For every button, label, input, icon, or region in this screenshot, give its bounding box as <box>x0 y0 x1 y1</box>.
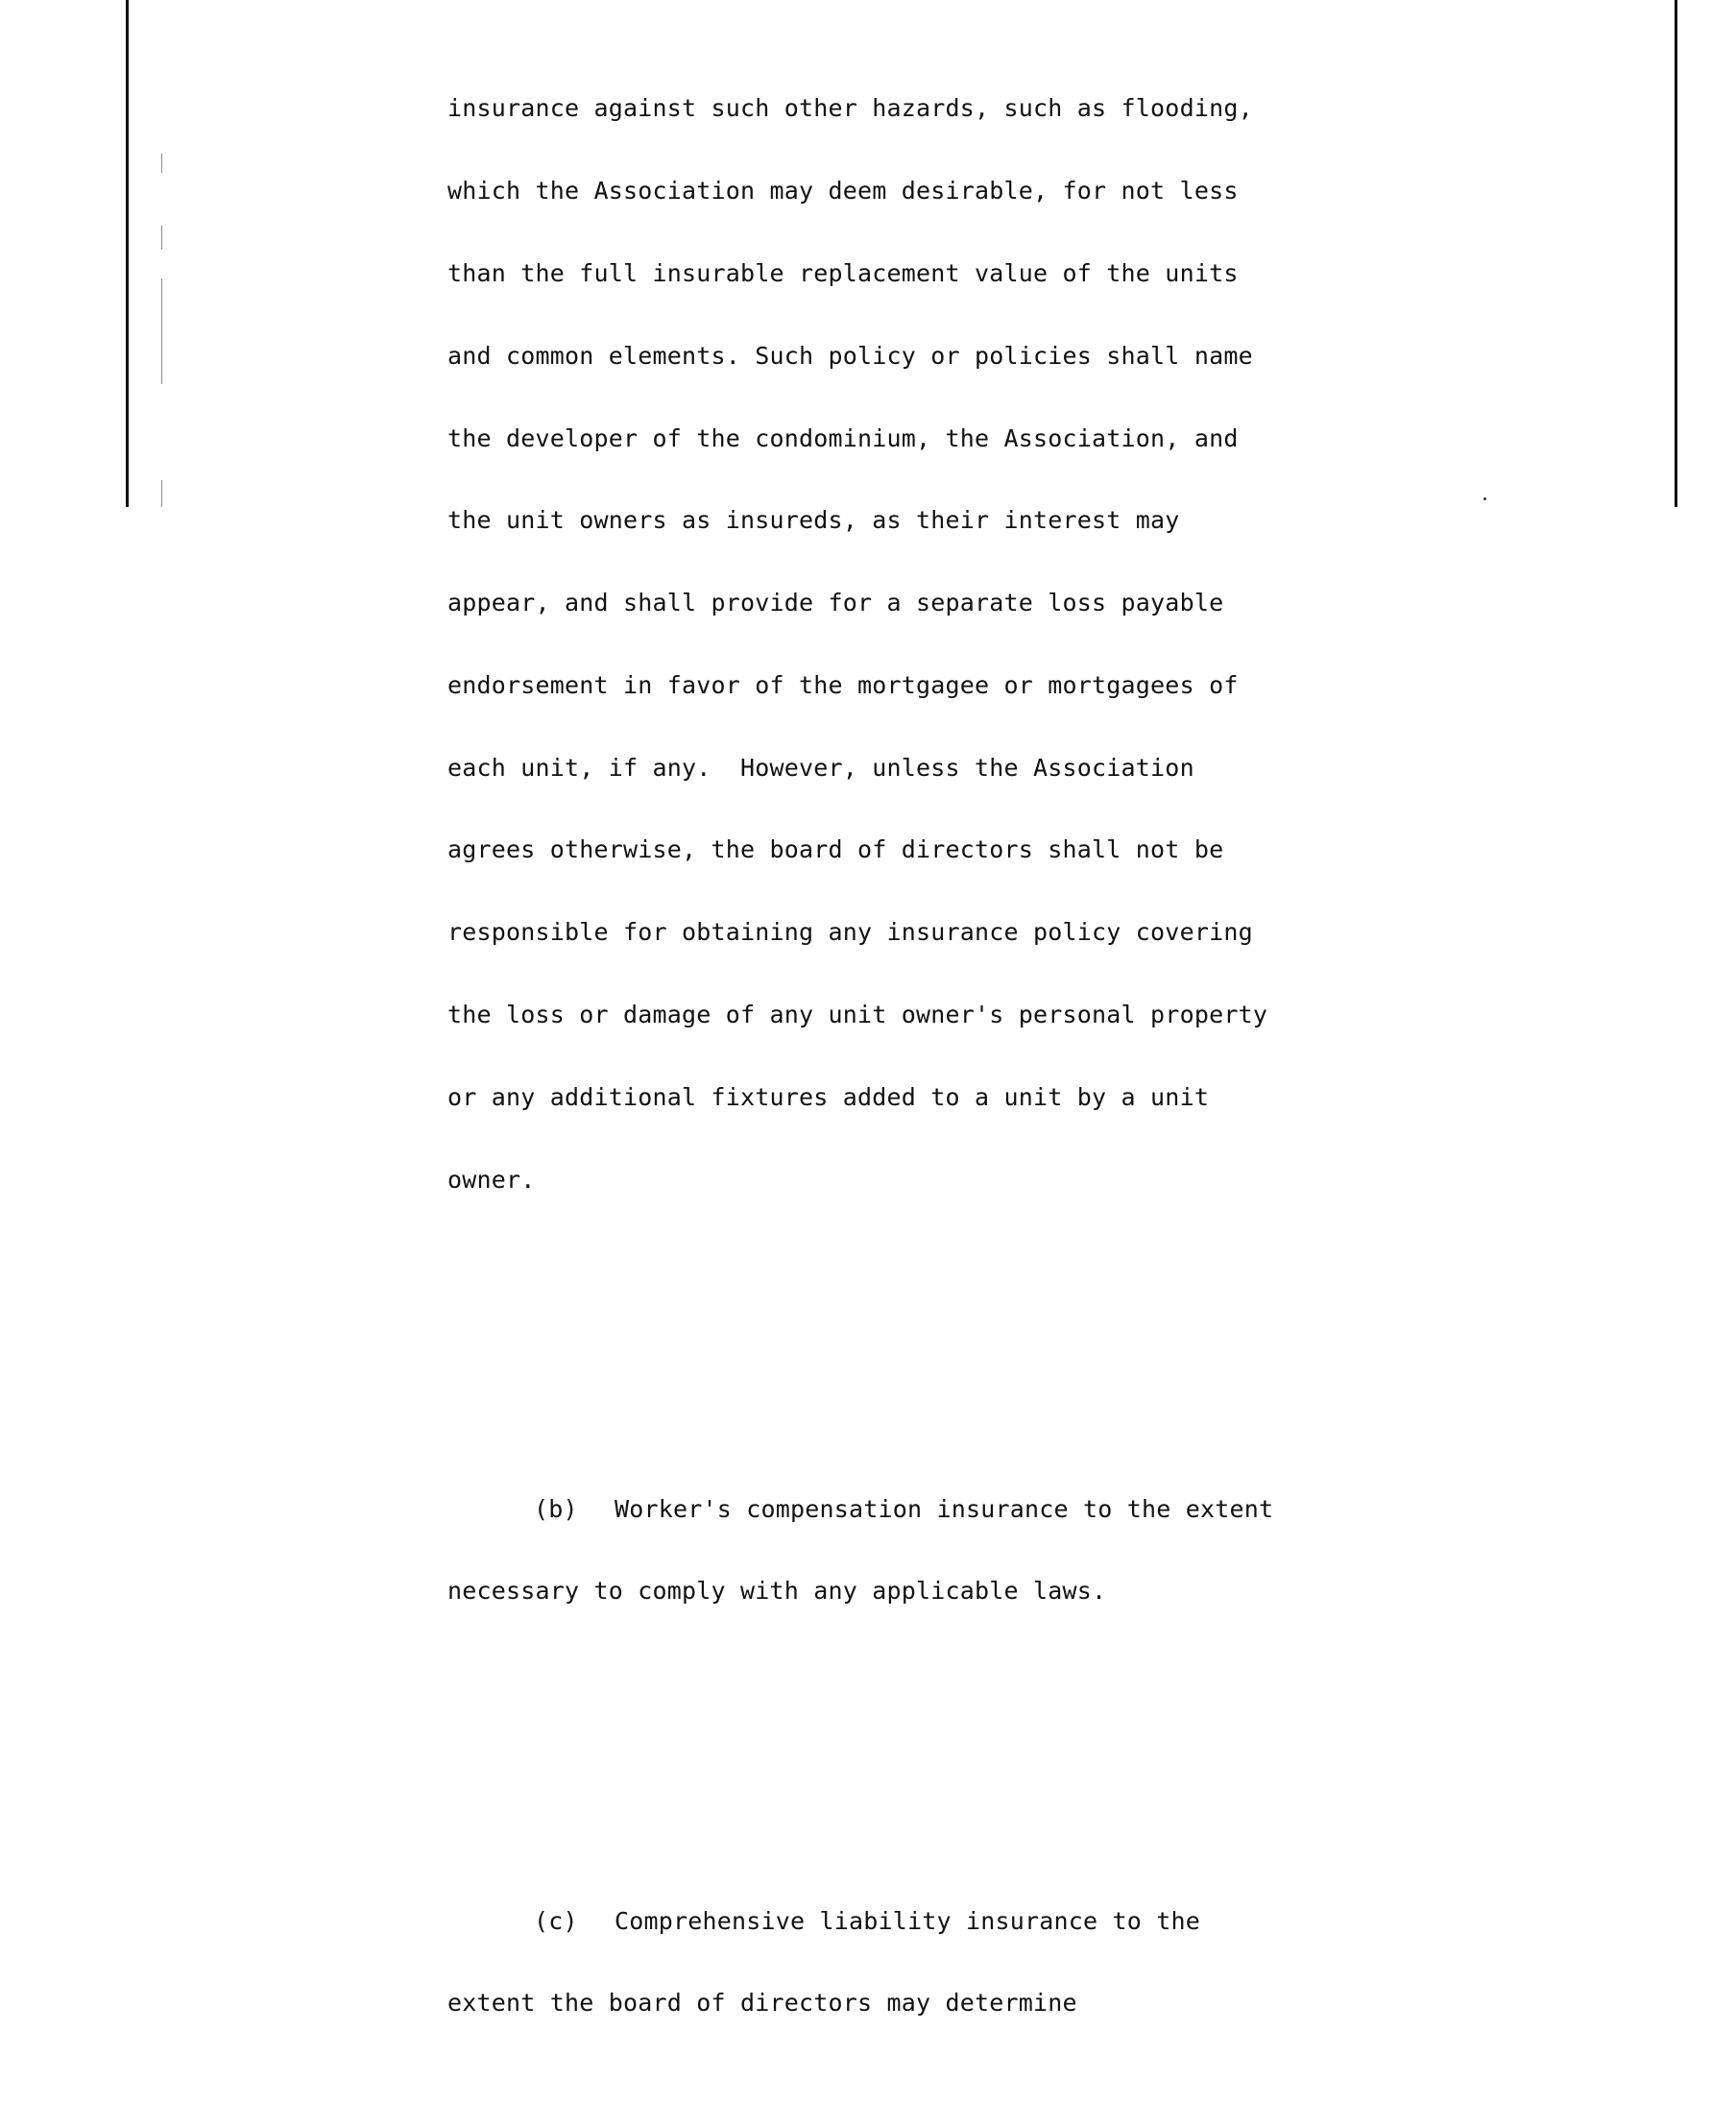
text-line: each unit, if any. However, unless the Association <box>447 753 1194 782</box>
margin-scan-mark <box>161 480 162 507</box>
text-line: Comprehensive liability insurance to the <box>615 1906 1201 1935</box>
text-line: agrees otherwise, the board of directors shall not be <box>447 835 1224 864</box>
text-line: which the Association may deem desirable, for not less <box>447 177 1239 205</box>
text-line: Worker's compensation insurance to the extent <box>615 1494 1274 1523</box>
text-line: appear, and shall provide for a separate loss payable <box>447 589 1224 617</box>
page-left-border <box>126 0 129 507</box>
item-marker: (b) <box>534 1494 578 1523</box>
text-line: or any additional fixtures added to a unit by a unit <box>447 1082 1210 1111</box>
text-line: insurance against such other hazards, such as flooding, <box>447 94 1253 123</box>
margin-scan-mark <box>161 226 162 250</box>
text-line: necessary to comply with any applicable laws. <box>447 1577 1107 1606</box>
text-line: owner. <box>447 1165 536 1194</box>
text-line: the unit owners as insureds, as their interest may <box>447 506 1180 535</box>
text-line: endorsement in favor of the mortgagee or mortgagees of <box>447 670 1239 699</box>
text-line: the developer of the condominium, the Association, and <box>447 423 1239 452</box>
paragraph-a <box>447 40 1696 1248</box>
text-line: the loss or damage of any unit owner's personal property <box>447 1000 1268 1028</box>
margin-scan-mark <box>161 278 162 384</box>
margin-scan-mark <box>161 154 162 173</box>
item-marker: (c) <box>534 1906 578 1935</box>
text-line: responsible for obtaining any insurance policy covering <box>447 918 1253 947</box>
text-line: extent the board of directors may determine <box>447 1989 1077 2018</box>
text-line: than the full insurable replacement value of the units <box>447 258 1239 287</box>
paragraph-c <box>447 1852 1696 2072</box>
paragraph-b <box>447 1440 1696 1660</box>
text-line: and common elements. Such policy or policies shall name <box>447 341 1253 370</box>
document-body-text <box>447 0 1696 2127</box>
